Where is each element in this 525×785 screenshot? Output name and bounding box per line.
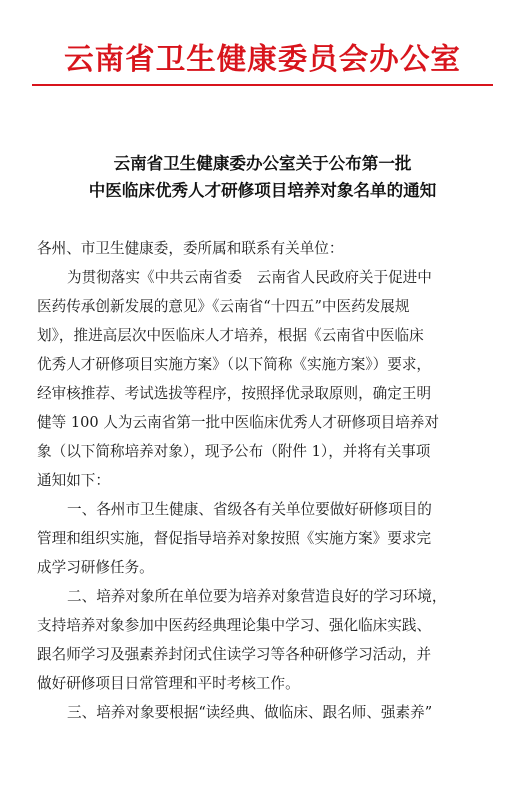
letterhead-red-rule [32,84,493,86]
item-1-line-1: 一、各州市卫生健康、省级各有关单位要做好研修项目的 [67,501,432,518]
document-body [37,234,487,727]
item-1-line-2: 管理和组织实施，督促指导培养对象按照《实施方案》要求完 [37,530,432,547]
salutation: 各州、市卫生健康委，委所属和联系有关单位： [37,240,344,257]
document-title-line-1: 云南省卫生健康委办公室关于公布第一批 [113,154,412,173]
item-2-line-1: 二、培养对象所在单位要为培养对象营造良好的学习环境， [67,588,447,605]
paragraph-1-line-5: 经审核推荐、考试选拔等程序，按照择优录取原则，确定王明 [37,385,432,402]
item-2-line-3: 跟名师学习及强素养封闭式住读学习等各种研修学习活动，并 [37,646,432,663]
item-1-line-3: 成学习研修任务。 [37,559,154,576]
document-title [0,150,525,204]
paragraph-1-line-2: 医药传承创新发展的意见》《云南省“十四五”中医药发展规 [37,298,410,315]
letterhead-title: 云南省卫生健康委员会办公室 [64,41,461,76]
document-title-line-2: 中医临床优秀人才研修项目培养对象名单的通知 [88,181,437,200]
paragraph-1-line-8: 通知如下： [37,472,110,489]
paragraph-1-line-3: 划》，推进高层次中医临床人才培养，根据《云南省中医临床 [37,327,424,344]
paragraph-1-line-6: 健等 100 人为云南省第一批中医临床优秀人才研修项目培养对 [37,414,439,431]
item-3-line-1: 三、培养对象要根据“读经典、做临床、跟名师、强素养” [67,704,433,721]
paragraph-1-line-7: 象（以下简称培养对象），现予公布（附件 1），并将有关事项 [37,443,431,460]
paragraph-1-line-4: 优秀人才研修项目实施方案》（以下简称《实施方案》）要求， [37,356,432,373]
item-2-line-2: 支持培养对象参加中医药经典理论集中学习、强化临床实践、 [37,617,432,634]
paragraph-1-line-1: 为贯彻落实《中共云南省委 云南省人民政府关于促进中 [67,269,432,286]
item-2-line-4: 做好研修项目日常管理和平时考核工作。 [37,675,300,692]
